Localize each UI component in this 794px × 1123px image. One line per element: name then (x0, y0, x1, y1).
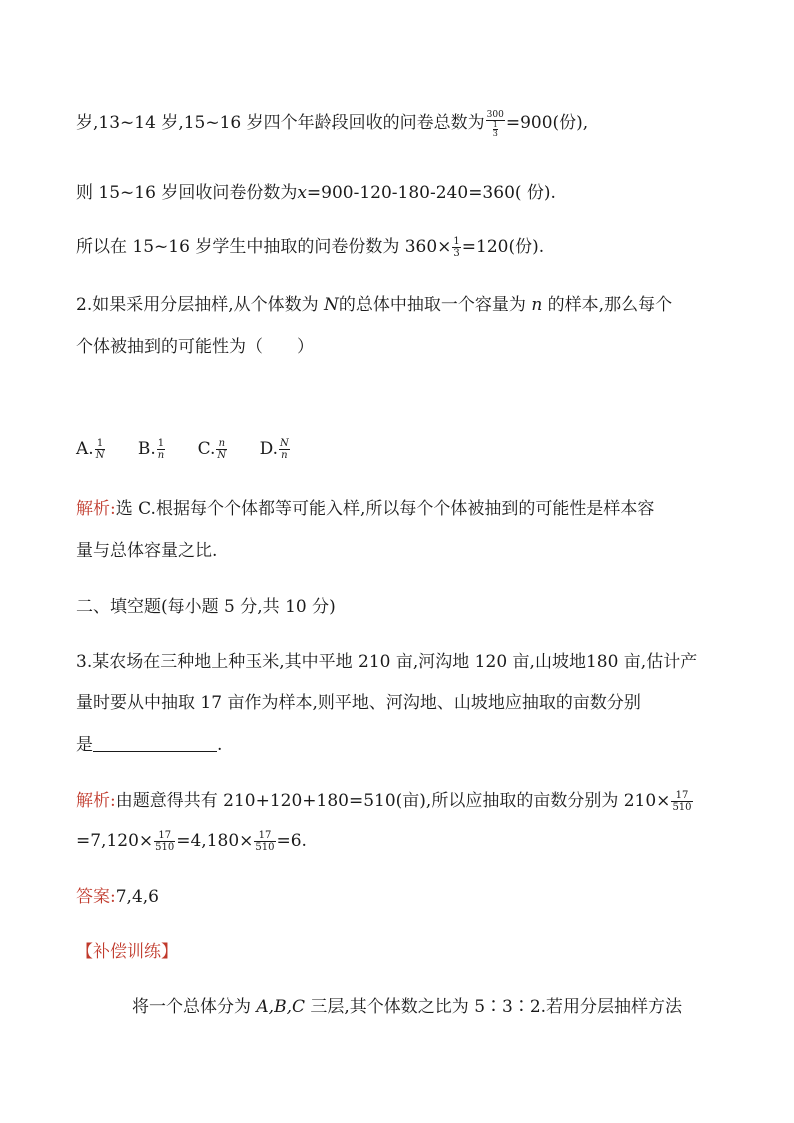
a3-line1: 解析:由题意得共有 210+120+180=510(亩),所以应抽取的亩数分别为 210× $\frac{17}{510}$ (76, 790, 692, 813)
q2-line1: 2.如果采用分层抽样,从个体数为 N的总体中抽取一个容量为 n 的样本,那么每个 (76, 295, 673, 315)
option-c: C. $\frac{n}{N}$ (197, 438, 227, 461)
analysis-label: 解析: (76, 499, 116, 519)
q3-line1: 3.某农场在三种地上种玉米,其中平地 210 亩,河沟地 120 亩,山坡地180 亩,估计产 (76, 652, 698, 672)
nested-fraction: $\frac{1}{3}$ (492, 120, 498, 138)
fraction: $\frac{17}{510}$ (672, 790, 692, 813)
p2-line: 则 15~16 岁回收问卷份数为x=900-120-180-240=360( 份). (76, 183, 556, 203)
fraction: $\frac{1}{3}$ (453, 236, 460, 259)
q3-line3: 是 . (76, 735, 223, 755)
a3-line2: =7,120× $\frac{17}{510}$ =4,180× $\frac{17}{510}$ =6. (76, 830, 307, 853)
answer-label: 答案: (76, 887, 116, 907)
option-d: D. $\frac{N}{n}$ (259, 438, 289, 461)
q2-line2: 个体被抽到的可能性为（ ） (76, 337, 314, 357)
option-a: A. $\frac{1}{N}$ (76, 438, 105, 461)
answer-line: 答案:7,4,6 (76, 887, 159, 907)
section-heading: 二、填空题(每小题 5 分,共 10 分) (76, 597, 336, 617)
a2-line2: 量与总体容量之比. (76, 541, 218, 561)
p1-line: 岁,13~14 岁,15~16 岁四个年龄段回收的问卷总数为 $\frac{300}{\frac{1}{3}}$ =900(份), (76, 110, 589, 138)
analysis-label: 解析: (76, 791, 116, 811)
supplement-line1: 将一个总体分为 A,B,C 三层,其个体数之比为 5∶3∶2.若用分层抽样方法 (132, 997, 683, 1017)
fraction: $\frac{17}{510}$ (255, 830, 275, 853)
q3-line2: 量时要从中抽取 17 亩作为样本,则平地、河沟地、山坡地应抽取的亩数分别 (76, 693, 641, 713)
answer-blank (93, 735, 217, 752)
supplement-title: 【补偿训练】 (76, 942, 178, 962)
a2-line1: 解析:选 C.根据每个个体都等可能入样,所以每个个体被抽到的可能性是样本容 (76, 499, 655, 519)
fraction: $\frac{17}{510}$ (155, 830, 175, 853)
q2-options (76, 438, 317, 461)
option-b: B. $\frac{1}{n}$ (137, 438, 165, 461)
p3-line: 所以在 15~16 岁学生中抽取的问卷份数为 360× $\frac{1}{3}$ =120(份). (76, 236, 545, 259)
fraction: $\frac{300}{\frac{1}{3}}$ (486, 110, 504, 138)
